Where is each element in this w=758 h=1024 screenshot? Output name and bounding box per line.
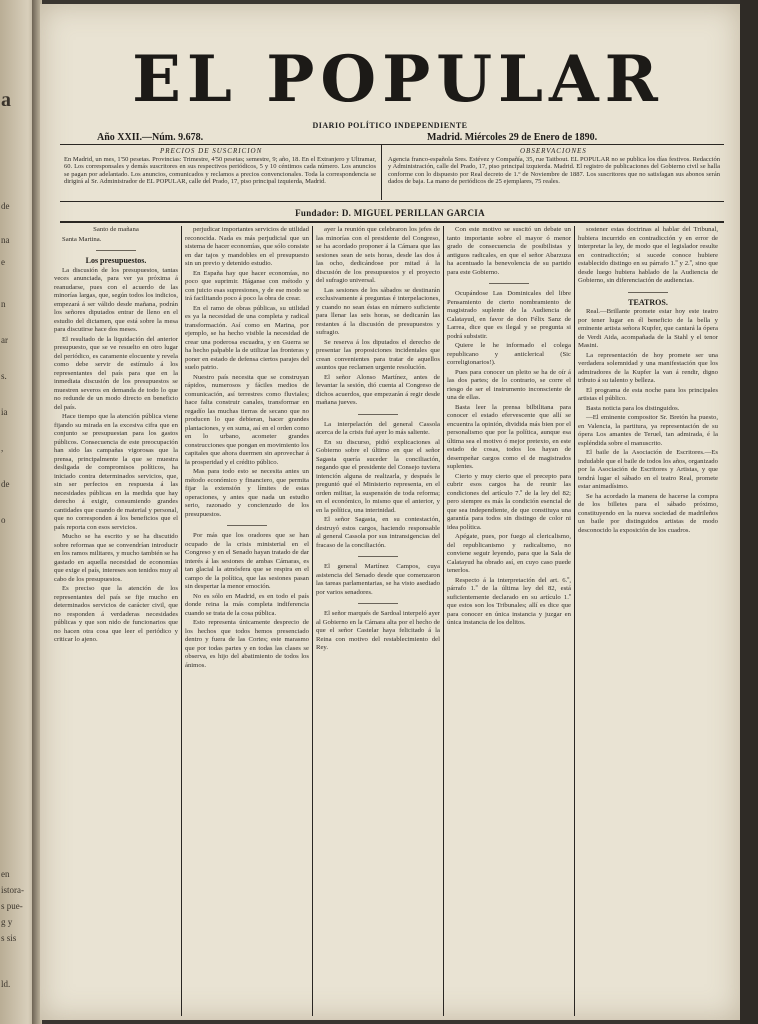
paragraph: Mucho se ha escrito y se ha discutido sobre reformas que se convendrían introducir en los ramos militares, y mucho también se ha gastado en aquella necesidad de economías que exige el país, intereses son tenidos muy al cabo de los presupuestos. — [54, 533, 178, 583]
paragraph: Basta leer la prensa bilbilitana para conocer el estado efervescente que allí se encuentra la opinión, dividida más bien por el personalismo que por la política, aunque esa última sea el motivo ó mejor pretexto, en este estado de cosas, todos los hayan de desempeñar cargos como el de magistrados suplentes. — [447, 403, 571, 470]
paragraph: Basta noticia para los distinguidos. — [586, 404, 680, 412]
paragraph: Esto representa únicamente desprecio de los hechos que todos hemos presenciado dentro y fuera de las Cortes; este marasmo que por todas partes y en todas las clases se observa, es hijo del abatimiento de todos los ánimos. — [185, 619, 309, 669]
paragraph: Con este motivo se suscitó un debate un tanto importante sobre el mayor ó menor grado de consecuencia de posibilistas y antiguos radicales, en que el señor Abarzuza ha acentuado la benevolencia de su partido para este Gobierno. — [447, 226, 571, 276]
subscription-label: PRECIOS DE SUSCRICION — [160, 147, 263, 155]
paragraph: No es sólo en Madrid, es en todo el país donde reina la más completa indiferencia cuando se trata de la cosa pública. — [185, 592, 309, 617]
paragraph: En su discurso, pidió explicaciones al Gobierno sobre el último en que el señor Sagasta quería suceder la conciliación, negando que el presidente del Consejo tuviera intención alguna de realizarla, y después le preguntó qué el Ministerio representa, en el orden militar, la suspensión de toda reforma; en el económico, lo mismo que el anterior, y en la política, una interinidad. — [316, 438, 440, 514]
separator — [358, 414, 398, 415]
paragraph: Es preciso que la atención de los representantes del país se fije mucho en determinados servicios de carácter civil, que no responden á verdaderas necesidades públicas y que son nido de funcionarios que no hacen otra cosa que leer el periódico y criticar lo ajeno. — [54, 585, 178, 643]
paragraph: Quiere le he informado el colega republicano y anticlerical (Sic correligionarios!). — [447, 342, 571, 366]
column-4 — [447, 226, 571, 1016]
paragraph: Cierto y muy cierto que el precepto para cubrir esos cargos ha de reunir las condiciones del artículo 7.º de la ley del 82; pero siempre es más la condición esencial de que sea independiente, de que constituya una garantía para todos sin distingo de color ni idea política. — [447, 472, 571, 531]
separator — [628, 292, 668, 293]
column-2 — [185, 226, 309, 1016]
paragraph: El programa de esta noche para los principales artistas el público. — [578, 386, 718, 402]
paragraph: Se reserva á los diputados el derecho de presentar las proposiciones incidentales que crean convenientes para tratar de aquellos asuntos que reclamen urgente resolución. — [316, 338, 440, 371]
header-rule-top — [60, 144, 724, 145]
separator — [489, 283, 529, 284]
paragraph: Apégate, pues, por fuego al clericalismo, del republicanismo y radicalismo, no conviene seguir leyendo, para que la Sala de Calatayud ha obrado así, en cuyo caso puede tenerlos. — [447, 533, 571, 574]
paragraph: El resultado de la liquidación del anterior presupuesto, que se ve resuelto en otro lugar del periódico, es caramente elocuente y revela como debe servir de estímulo á los representantes del país para que en la inmediata discusión de los presupuestos se muestren severos en demanda de todo lo que no redunde de un modo directo en beneficio del país. — [54, 335, 178, 411]
paragraph: La discusión de los presupuestos, tantas veces anunciada, para ver ya próxima á reanudarse, pues con el acuerdo de las minorías largas, que, según todos los indicios, empezará á ser válido desde mañana, podrán los señores diputados entrar de lleno en el estudio del dictamen, que está sobre la mesa para discutirse hace dos meses. — [54, 266, 178, 333]
paragraph: Pues para conocer un pleito se ha de oír á las dos partes; de lo contrario, se corre el riesgo de ser el instrumento inconsciente de una de ellas. — [447, 368, 571, 401]
separator — [227, 525, 267, 526]
paragraph: sostener estas doctrinas al hablar del Tribunal, hubiera incurrido en contradicción y en error de interpretar la ley, de modo que el legislador resulte en contradicción; si sucede conoce hubiere establecido distingo en su párrafo 1.º y 2.º, sino que desde luego hubiera hablado de la Audiencia de Gobierno, sin diferenciación de audiencias. — [578, 226, 718, 284]
paragraph: En España hay que hacer economías, no poco que suprimir. Háganse con método y con juicio esas supresiones, y de ese modo se irá facilitando poco á poco la obra de crear. — [185, 269, 309, 302]
paragraph: Se ha acordado la manera de hacerse la compra de los billetes para el sábado próximo, constituyendo en la nueva sociedad de madrileños un baile por distinguidos artistas de modo desconocido la exposición de los cuadros. — [578, 492, 718, 534]
header-rule-bottom — [60, 221, 724, 223]
paragraph: perjudicar importantes servicios de utilidad reconocida. Nada es más perjudicial que un sistema de hacer economías, que sólo consiste en dar tajos y mandobles en el presupuesto sin un previo y detenido estudio. — [185, 226, 309, 267]
paragraph: Las sesiones de los sábados se destinarán exclusivamente á preguntas é interpelaciones, y cuando no sean éstas en número suficiente para llenar las seis horas, se dedicarán las restantes á la discusión de presupuestos y sufragio. — [316, 286, 440, 336]
article-heading-presupuestos: Los presupuestos. — [85, 256, 147, 265]
paragraph: La interpelación del general Cassola acerca de la crisis fué ayer lo más saliente. — [316, 420, 440, 436]
paragraph: Hace tiempo que la atención pública viene fijando su mirada en la excesiva cifra que en conjunto se presupuestan para los gastos públicos. Consecuencia de este preocupación han sido las campañas vigorosas que la prensa, principalmente la que se muestra desligada de compromisos políticos, ha iniciado contra determinados servicios, que, sin ser perfectos en respuesta á las necesidades públicas en la medida que hay derecho á exigir, consumiendo grandes cantidades que cuando de material y personal, que no corresponden á los beneficios que el país reporta con esos servicios. — [54, 413, 178, 531]
theaters-heading: TEATROS. — [628, 297, 668, 307]
column-5 — [578, 226, 718, 1016]
issue-number: Año XXII.—Núm. 9.678. — [97, 132, 204, 143]
paragraph: Respecto á la interpretación del art. 6.º, párrafo 1.º de la última ley del 82, está suficientemente declarado en su artículo 1.º que estos son los Tribunales; allí es dice que para conocer en única instancia y juzgar en única instancia de los delitos. — [447, 576, 571, 626]
paragraph: En el ramo de obras públicas, su utilidad es ya la necesidad de una completa y radical transformación. Así como en Marina, por ejemplo, se ha hecho visible la necesidad de crear una poderosa escuadra, y en Guerra se ha hecho palpable la de utilizar las fronteras y poner en estado de defensa ciertos parajes del suelo patrio. — [185, 304, 309, 371]
background-edge — [740, 0, 758, 1024]
paragraph: —El eminente compositor Sr. Bretón ha puesto, en Valencia, la partitura, ya representación de su ópera Los amantes de Teruel, tan admirada, é la espléndida sobre el manuscrito. — [578, 414, 718, 447]
separator — [358, 556, 398, 557]
column-1 — [54, 226, 178, 1016]
separator — [96, 250, 136, 251]
separator — [358, 603, 398, 604]
column-divider-2 — [312, 226, 313, 1016]
observations-text: Agencia franco-española Sres. Estévez y Compañía, 35, rue Taitbout. EL POPULAR no se publica los días festivos. Redacción y Administración, calle del Prado, 17, piso principal izquierda. Madrid. El registro de publicaciones del Gobierno civil se halla conforme con lo dispuesto por Real decreto de 1.º de Noviembre de 1887. Los suscritores que no satisfagan sus abonos serán dados de baja. La mano de periódicos de 25 ejemplares, 75 reales. — [388, 156, 720, 186]
issue-date: Madrid. Miércoles 29 de Enero de 1890. — [427, 132, 598, 143]
paragraph: La representación de hoy promete ser una verdadera solemnidad y una manifestación que los admiradores de la Kupfer la van á rendir, digno tributo á su talento y belleza. — [578, 351, 718, 384]
paragraph: ayer la reunión que celebraron los jefes de las minorías con el presidente del Congreso, se ha acordado proponer á la Cámara que las sesiones sean de seis horas, desde las dos á las ocho, dedicándose por mitad á la discusión de los presupuestos y el proyecto del sufragio universal. — [316, 226, 440, 284]
paragraph: El general Martínez Campos, cuya asistencia del Senado desde que comenzaron las tareas parlamentarias, se ha visto asediado por varios senadores. — [316, 563, 440, 596]
saint-heading: Santo de mañana — [93, 226, 139, 233]
previous-page-edge: a de na e n ar s. ia , de o en istora- s pue- g y s sis ld. — [0, 0, 40, 1024]
paragraph: Por más que los oradores que se han ocupado de la crisis ministerial en el Congreso y en el Senado hayan tratado de dar interés á las sesiones de ambas Cámaras, es tan glacial la atmósfera que se respira en el campo de la política, que las sesiones pasan sin despertar la menor emoción. — [185, 532, 309, 590]
paragraph: El baile de la Asociación de Escritores.—Es indudable que el baile de todos los años, organizado por la Asociación de Escritores y Artistas, y que tendrá lugar el sábado en el teatro Real, promete estar animadísimo. — [578, 449, 718, 490]
paragraph: Nuestro país necesita que se construyan rápidos, numerosos y fáciles medios de comunicación, así terrestres como fluviales; hace falta construir canales, transformar en regadío las muchas tierras de secano que no producen lo que debieran, hacer grandes plantaciones, y en suma, así en el orden como en lo urbano, acometer grandes construcciones que pongan en movimiento los capitales que ahora duermen sin aprovechar á la prosperidad y el crédito público. — [185, 373, 309, 466]
newspaper-page — [40, 4, 740, 1020]
paragraph: El señor marqués de Sardoal interpeló ayer al Gobierno en la Cámara alta por el hecho de que el señor Castelar haya felicitado á la Reina con motivo del restablecimiento del Rey. — [316, 610, 440, 651]
subscription-text: En Madrid, un mes, 1'50 pesetas. Provincias: Trimestre, 4'50 pesetas; semestre, 9; año, 18. En el Extranjero y Ultramar, 60. Los corresponsales y demás suscritores en sus respectivos periódicos, 5 y 10 céntimos cada número. Los anuncios se pagan por adelantado. Los anuncios, comunicados y reclamos a precios convencionales. Toda la correspondencia se dirigirá al Sr. Administrador de EL POPULAR, calle del Prado, 17, piso principal izquierda, Madrid. — [64, 156, 376, 186]
column-divider-4 — [574, 226, 575, 1016]
saint-name: Santa Martina. — [62, 235, 102, 243]
column-divider-1 — [181, 226, 182, 1016]
paragraph: El señor Alonso Martínez, antes de levantar la sesión, dió cuenta al Congreso de dichos acuerdos, que empezarán á regir desde mañana jueves. — [316, 373, 440, 406]
header-divider — [381, 145, 382, 200]
founder-line: Fundador: D. MIGUEL PERILLAN GARCIA — [295, 208, 485, 218]
column-3 — [316, 226, 440, 1016]
observations-label: OBSERVACIONES — [520, 147, 587, 155]
column-divider-3 — [443, 226, 444, 1016]
paragraph: Real.—Brillante promete estar hoy este teatro por tener lugar en él beneficio de la bella y eminente artista señora Kupfer, que cantará la ópera de Verdi Aida, acompañada de la Stahl y el tenor Masini. — [578, 308, 718, 349]
masthead-subtitle: DIARIO POLÍTICO INDEPENDIENTE — [312, 121, 468, 130]
paragraph: Ocupándose Las Dominicales del libre Pensamiento de cierto nombramiento de magistrado suplente de la Audiencia de Calatayud, en favor de don Félix Sanz de Larrea, dice que es ilegal y se pregunta si podrá subsistir. — [447, 290, 571, 340]
paragraph: El señor Sagasta, en su contestación, destruyó estos cargos, haciendo responsable al general Cassola por sus intransigencias del fracaso de la conciliación. — [316, 516, 440, 549]
paragraph: Mas para todo esto se necesita antes un método económico y financiero, que permita fijar la extensión y límites de estas operaciones, y antes que nada un estudio serio, razonado y concienzudo de los presupuestos. — [185, 468, 309, 518]
masthead-title: EL POPULAR — [132, 42, 664, 117]
header-rule-mid — [60, 201, 724, 202]
